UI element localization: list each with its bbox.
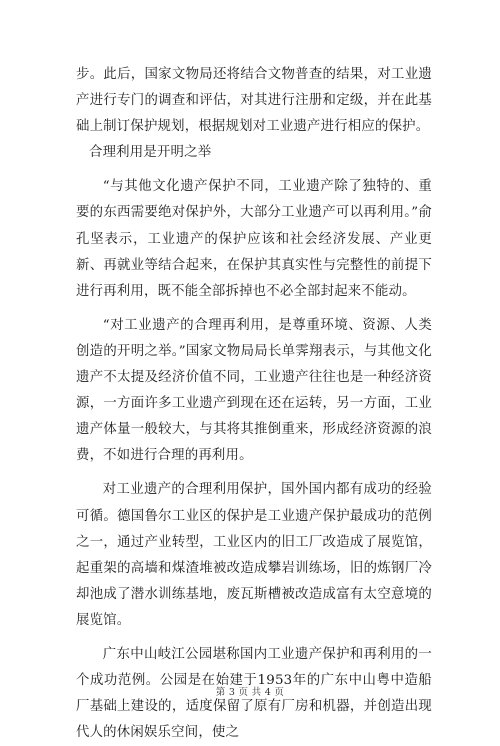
paragraph-qijiang-park-example: 广东中山岐江公园堪称国内工业遗产保护和再利用的一个成功范例。公园是在始建于1953年的广东中山粤中造船厂基础上建设的，适度保留了原有厂房和机器，并创造出现代人的休闲娱乐空间，使之 — [76, 646, 432, 741]
spacer — [76, 634, 432, 642]
spacer — [76, 469, 432, 477]
spacer — [76, 166, 432, 174]
spacer — [76, 305, 432, 313]
paragraph-intro-continuation: 步。此后，国家文物局还将结合文物普查的结果，对工业遗产进行专门的调查和评估，对其进行注册和定级，并在此基础上制订保护规划，根据规划对工业遗产进行相应的保护。 — [76, 67, 432, 135]
section-heading: 合理利用是开明之举 — [89, 145, 212, 161]
page-number-footer: 第 3 页 共 4 页 — [215, 687, 285, 698]
paragraph-yu-kongjian-quote: “与其他文化遗产保护不同，工业遗产除了独特的、重要的东西需要绝对保护外，大部分工业遗产可以再利用。”俞孔坚表示，工业遗产的保护应该和社会经济发展、产业更新、再就业等结合起来，在保护其真实性与完整性的前提下进行再利用，既不能全部拆掉也不必全部封起来不能动。 — [76, 179, 432, 299]
paragraph-ruhr-example: 对工业遗产的合理利用保护，国外国内都有成功的经验可循。德国鲁尔工业区的保护是工业遗产保护最成功的范例之一，通过产业转型，工业区内的旧工厂改造成了展览馆，起重架的高墙和煤渣堆被改造成攀岩训练场，旧的炼钢厂冷却池成了潜水训练基地，废瓦斯槽被改造成富有太空意境的展览馆。 — [76, 482, 432, 628]
document-body — [76, 62, 432, 746]
paragraph-shan-jixiang-quote: “对工业遗产的合理再利用，是尊重环境、资源、人类创造的开明之举。”国家文物局局长单霁翔表示，与其他文化遗产不太提及经济价值不同，工业遗产往往也是一种经济资源，一方面许多工业遗产到现在还在运转，另一方面，工业遗产体量一般较大，与其将其推倒重来，形成经济资源的浪费，不如进行合理的再利用。 — [76, 317, 432, 464]
